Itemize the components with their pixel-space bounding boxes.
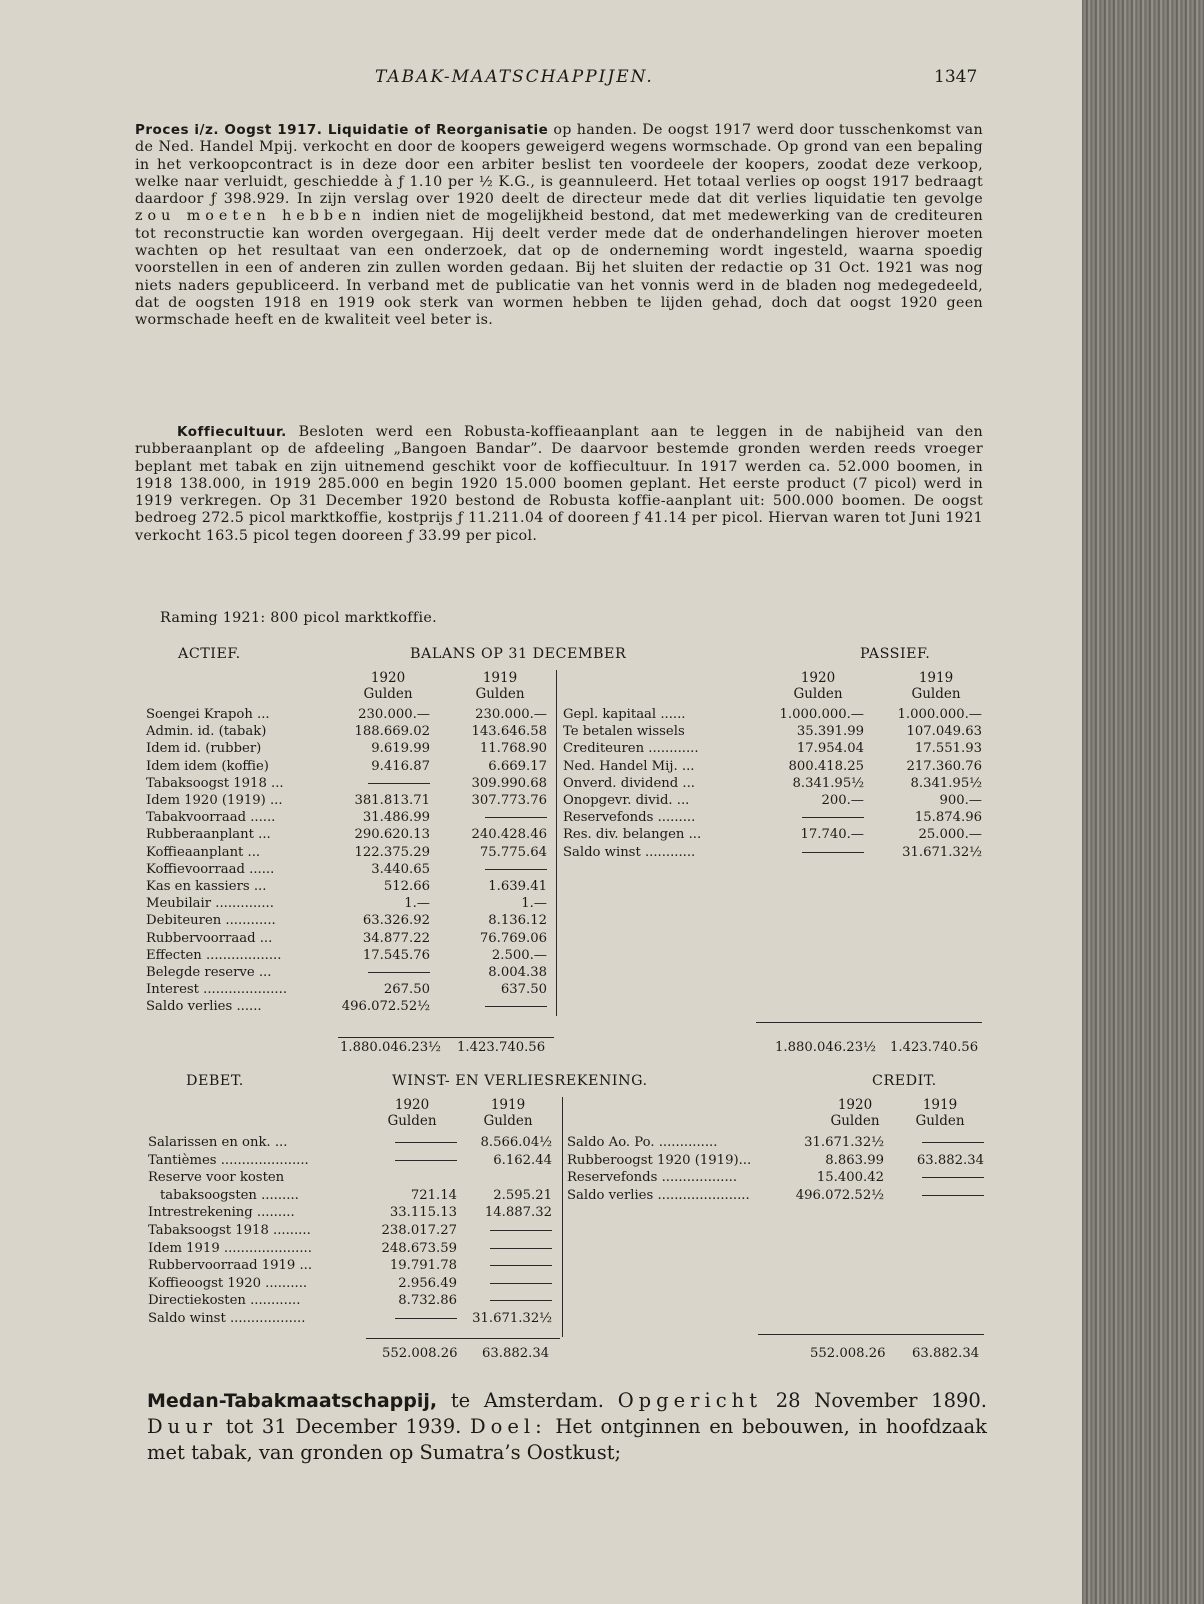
row-label: Reservefonds .................. (567, 1170, 738, 1186)
paragraph-lead: Proces i/z. Oogst 1917. Liquidatie of Reorganisatie (135, 122, 549, 138)
empty-value-dash (880, 1134, 984, 1151)
row-value: 34.877.22 (362, 930, 430, 946)
dash-rule (490, 1230, 552, 1231)
row-label: Saldo Ao. Po. .............. (567, 1135, 718, 1150)
spaced-text: Doel: (469, 1415, 547, 1438)
empty-value-dash (443, 809, 547, 826)
unit-label: Gulden (363, 686, 413, 702)
paragraph-text: Het ontginnen en bebouwen, in hoofdzaak met tabak, van gronden op Sumatra’s Oostkust; (147, 1415, 987, 1464)
row-value: 637.50 (500, 982, 547, 998)
paragraph-text: tot 31 December 1939. (217, 1415, 470, 1438)
empty-value-dash (880, 1187, 984, 1204)
page-stack-edge (1082, 0, 1204, 1604)
row-value: 35.391.99 (796, 724, 864, 740)
unit-label: Gulden (830, 1113, 880, 1129)
year-label: 1919 (918, 670, 954, 686)
column-head (815, 1097, 895, 1129)
row-value: 75.775.64 (479, 844, 547, 860)
row-value: 63.326.92 (362, 913, 430, 929)
winst-title: WINST- EN VERLIESREKENING. (392, 1073, 648, 1089)
column-head (468, 1097, 548, 1129)
actief-heading: ACTIEF. (178, 646, 241, 662)
debet-total-1919: 63.882.34 (482, 1346, 550, 1361)
row-value: 290.620.13 (354, 827, 430, 843)
empty-value-dash (760, 809, 864, 826)
row-label: Onverd. dividend ... (563, 775, 695, 791)
empty-value-dash (448, 1257, 552, 1274)
row-value: 309.990.68 (471, 775, 547, 791)
row-label: Idem idem (koffie) (146, 758, 269, 774)
row-label: Idem 1919 ..................... (148, 1240, 312, 1256)
row-value: 19.791.78 (389, 1258, 457, 1274)
row-value: 1.000.000.— (779, 707, 864, 722)
row-value: 63.882.34 (916, 1152, 984, 1168)
empty-value-dash (353, 1152, 457, 1169)
row-value: 6.162.44 (493, 1152, 552, 1168)
row-value: 900.— (939, 793, 982, 808)
total-rule (366, 1338, 560, 1339)
row-label: Reserve voor kosten (148, 1170, 285, 1186)
column-head (348, 670, 428, 702)
row-value: 200.— (821, 793, 864, 808)
row-value: 76.769.06 (479, 930, 547, 946)
row-label: Te betalen wissels (563, 724, 685, 740)
raming-line: Raming 1921: 800 picol marktkoffie. (160, 610, 437, 626)
dash-rule (802, 817, 864, 818)
row-label: Saldo winst .................. (148, 1311, 306, 1326)
row-value: 2.956.49 (398, 1275, 457, 1291)
row-value: 3.440.65 (371, 861, 430, 877)
balans-title: BALANS OP 31 DECEMBER (410, 646, 627, 662)
row-label: Intrestrekening ......... (148, 1205, 295, 1221)
row-value: 31.671.32½ (902, 844, 982, 860)
row-label: Koffieaanplant ... (146, 844, 261, 860)
column-head (896, 670, 976, 702)
row-value: 240.428.46 (471, 827, 547, 843)
column-head (460, 670, 540, 702)
row-value: 143.646.58 (471, 724, 547, 740)
running-title: TABAK-MAATSCHAPPIJEN. (375, 67, 654, 87)
row-value: 17.740.— (800, 827, 864, 843)
paragraph-text: indien niet de mogelijkheid bestond, dat met medewerking van de crediteuren tot reconstructie kan worden overgegaan. Hij deelt verder mede dat de onderhandelingen hierover moeten wachten op het resultaat van een onderzoek, dat op de onderneming wordt ingesteld, waarna spoedig voorstellen in een of anderen zin zullen worden gedaan. Bij het sluiten der redactie op 31 Oct. 1921 was nog niets naders gepubliceerd. In verband met de publicatie van het vonnis werd in de bladen nog medegedeeld, dat de oogsten 1918 en 1919 ook sterk van wormen hebben te lijden gehad, doch dat oogst 1920 geen wormschade heeft en de kwaliteit veel beter is. (135, 208, 983, 329)
row-label: Onopgevr. divid. ... (563, 793, 690, 808)
row-value: 17.954.04 (796, 741, 864, 757)
unit-label: Gulden (915, 1113, 965, 1129)
spaced-text: Opgericht (617, 1389, 763, 1412)
dash-rule (922, 1177, 984, 1178)
row-value: 1.000.000.— (897, 707, 982, 722)
row-value: 33.115.13 (389, 1205, 457, 1221)
paragraph-text: op handen. De oogst 1917 werd door tusschenkomst van de Ned. Handel Mpij. verkocht en door de koopers geweigerd wegens wormschade. Op grond van een bepaling in het verkoopcontract is in deze door een arbiter beslist ten voordeele der koopers, zoodat deze verkoop, welke naar verluidt, geschiedde à ƒ 1.10 per ½ K.G., is geannuleerd. Het totaal verlies op oogst 1917 bedraagt daardoor ƒ 398.929. In zijn verslag over 1920 deelt de directeur mede dat dit verlies liquidatie ten gevolge (135, 122, 983, 208)
row-label: Meubilair .............. (146, 896, 274, 912)
row-value: 1.— (404, 896, 430, 912)
row-value: 8.004.38 (488, 965, 547, 980)
row-value: 496.072.52½ (341, 999, 430, 1015)
empty-value-dash (353, 1134, 457, 1151)
row-label: Interest .................... (146, 982, 288, 998)
passief-heading: PASSIEF. (860, 646, 931, 662)
row-value: 2.500.— (491, 947, 547, 963)
year-label: 1920 (394, 1097, 430, 1113)
row-label: Debiteuren ............ (146, 913, 276, 929)
paragraph-text: te Amsterdam. (437, 1389, 618, 1412)
row-value: 6.669.17 (488, 758, 547, 774)
empty-value-dash (443, 861, 547, 878)
credit-total-1919: 63.882.34 (912, 1346, 980, 1361)
row-value: 15.874.96 (914, 810, 982, 826)
row-value: 238.017.27 (381, 1223, 457, 1238)
credit-heading: CREDIT. (872, 1073, 937, 1089)
row-value: 9.619.99 (371, 741, 430, 757)
dash-rule (485, 1006, 547, 1007)
dash-rule (490, 1265, 552, 1266)
dash-rule (490, 1248, 552, 1249)
row-label: Admin. id. (tabak) (146, 724, 267, 740)
dash-rule (368, 972, 430, 973)
total-rule (756, 1022, 982, 1023)
row-value: 122.375.29 (354, 844, 430, 860)
row-label: Rubbervoorraad ... (146, 930, 273, 946)
year-label: 1920 (837, 1097, 873, 1113)
row-value: 31.671.32½ (804, 1135, 884, 1150)
spaced-text: Duur (147, 1415, 218, 1438)
dash-rule (485, 869, 547, 870)
dash-rule (490, 1283, 552, 1284)
empty-value-dash (326, 964, 430, 981)
row-value: 107.049.63 (906, 724, 982, 740)
row-label: Idem id. (rubber) (146, 741, 262, 757)
paragraph-lead: Koffiecultuur. (177, 424, 287, 440)
column-divider (562, 1097, 563, 1337)
passief-total-1919: 1.423.740.56 (890, 1040, 979, 1055)
row-value: 8.566.04½ (480, 1135, 552, 1150)
row-value: 11.768.90 (479, 741, 547, 757)
row-label: Rubberoogst 1920 (1919)... (567, 1152, 752, 1168)
debet-heading: DEBET. (186, 1073, 244, 1089)
row-value: 2.595.21 (493, 1187, 552, 1203)
empty-value-dash (880, 1169, 984, 1186)
year-label: 1919 (482, 670, 518, 686)
actief-total-1920: 1.880.046.23½ (340, 1040, 441, 1055)
row-label: Salarissen en onk. ... (148, 1135, 288, 1150)
empty-value-dash (448, 1292, 552, 1309)
page-number: 1347 (934, 67, 978, 87)
row-label: Tabaksoogst 1918 ... (146, 775, 284, 791)
row-value: 8.341.95½ (792, 775, 864, 791)
unit-label: Gulden (387, 1113, 437, 1129)
column-head (900, 1097, 980, 1129)
credit-total-1920: 552.008.26 (810, 1346, 886, 1361)
row-value: 15.400.42 (816, 1170, 884, 1186)
row-value: 800.418.25 (788, 758, 864, 774)
row-label: Ned. Handel Mij. ... (563, 758, 695, 774)
dash-rule (485, 817, 547, 818)
debet-total-1920: 552.008.26 (382, 1346, 458, 1361)
total-rule (338, 1037, 554, 1038)
row-label: Effecten .................. (146, 947, 282, 963)
row-label: Belegde reserve ... (146, 965, 272, 980)
row-label: Tabakvoorraad ...... (146, 810, 276, 826)
row-value: 8.136.12 (488, 913, 547, 929)
row-value: 217.360.76 (906, 758, 982, 774)
empty-value-dash (353, 1310, 457, 1327)
row-value: 17.551.93 (914, 741, 982, 757)
row-value: 17.545.76 (362, 947, 430, 963)
row-value: 14.887.32 (484, 1205, 552, 1221)
column-divider (556, 670, 557, 1016)
row-value: 8.341.95½ (910, 775, 982, 791)
dash-rule (802, 852, 864, 853)
row-label: Gepl. kapitaal ...... (563, 707, 686, 722)
row-value: 1.— (521, 896, 547, 912)
row-value: 512.66 (383, 879, 430, 894)
company-name: Medan-Tabakmaatschappij, (147, 1390, 438, 1412)
unit-label: Gulden (475, 686, 525, 702)
year-label: 1919 (922, 1097, 958, 1113)
paragraph-text: Besloten werd een Robusta-koffieaanplant aan te leggen in de nabijheid van den rubberaanplant op de afdeeling „Bangoen Bandar”. De daarvoor bestemde gronden werden reeds vroeger beplant met tabak en zijn uitnemend geschikt voor de koffiecultuur. In 1917 werden ca. 52.000 boomen, in 1918 138.000, in 1919 285.000 en begin 1920 15.000 boomen geplant. Het eerste product (7 picol) werd in 1919 verkregen. Op 31 December 1920 bestond de Robusta koffie-aanplant uit: 500.000 boomen. De oogst bedroeg 272.5 picol marktkoffie, kostprijs ƒ 11.211.04 of dooreen ƒ 41.14 per picol. Hiervan waren tot Juni 1921 verkocht 163.5 picol tegen dooreen ƒ 33.99 per picol. (135, 424, 983, 544)
row-label: Koffievoorraad ...... (146, 861, 275, 877)
row-value: 25.000.— (918, 827, 982, 843)
empty-value-dash (448, 1240, 552, 1257)
row-value: 1.639.41 (488, 879, 547, 894)
empty-value-dash (448, 1275, 552, 1292)
paragraph-proces (135, 122, 983, 330)
row-label: Rubberaanplant ... (146, 827, 271, 843)
row-label: Rubbervoorraad 1919 ... (148, 1258, 313, 1274)
paragraph-text: 28 November 1890. (762, 1389, 987, 1412)
row-value: 8.863.99 (825, 1152, 884, 1168)
row-label: Crediteuren ............ (563, 741, 699, 757)
row-value: 31.671.32½ (472, 1311, 552, 1326)
row-value: 307.773.76 (471, 793, 547, 808)
year-label: 1920 (800, 670, 836, 686)
row-label: Saldo verlies ...................... (567, 1187, 750, 1203)
row-value: 248.673.59 (381, 1240, 457, 1256)
empty-value-dash (760, 844, 864, 861)
paragraph-koffiecultuur (135, 424, 983, 545)
row-value: 230.000.— (475, 707, 547, 722)
row-value: 496.072.52½ (795, 1187, 884, 1203)
unit-label: Gulden (911, 686, 961, 702)
row-value: 267.50 (383, 982, 430, 998)
row-value: 8.732.86 (398, 1293, 457, 1309)
row-label: Saldo verlies ...... (146, 999, 262, 1015)
row-label: Directiekosten ............ (148, 1293, 301, 1309)
empty-value-dash (448, 1222, 552, 1239)
row-label: tabaksoogsten ......... (160, 1187, 299, 1203)
row-value: 230.000.— (358, 707, 430, 722)
row-label: Res. div. belangen ... (563, 827, 702, 843)
empty-value-dash (443, 998, 547, 1015)
row-label: Tabaksoogst 1918 ......... (148, 1223, 311, 1238)
unit-label: Gulden (483, 1113, 533, 1129)
medan-paragraph (147, 1388, 987, 1466)
row-label: Saldo winst ............ (563, 844, 696, 860)
empty-value-dash (326, 775, 430, 792)
dash-rule (368, 783, 430, 784)
year-label: 1919 (490, 1097, 526, 1113)
row-label: Koffieoogst 1920 .......... (148, 1275, 308, 1291)
row-label: Idem 1920 (1919) ... (146, 793, 283, 808)
spaced-text: zou moeten hebben (135, 208, 366, 225)
year-label: 1920 (370, 670, 406, 686)
row-value: 9.416.87 (371, 758, 430, 774)
row-value: 188.669.02 (354, 724, 430, 740)
unit-label: Gulden (793, 686, 843, 702)
running-header (0, 67, 1000, 93)
dash-rule (922, 1195, 984, 1196)
row-value: 381.813.71 (354, 793, 430, 808)
row-label: Kas en kassiers ... (146, 879, 267, 894)
dash-rule (490, 1300, 552, 1301)
row-value: 31.486.99 (362, 810, 430, 826)
row-label: Soengei Krapoh ... (146, 707, 270, 722)
total-rule (758, 1334, 984, 1335)
dash-rule (922, 1142, 984, 1143)
column-head (372, 1097, 452, 1129)
passief-total-1920: 1.880.046.23½ (775, 1040, 876, 1055)
actief-total-1919: 1.423.740.56 (457, 1040, 546, 1055)
row-label: Tantièmes ..................... (148, 1152, 309, 1168)
row-value: 721.14 (410, 1187, 457, 1203)
column-head (778, 670, 858, 702)
row-label: Reservefonds ......... (563, 810, 696, 826)
